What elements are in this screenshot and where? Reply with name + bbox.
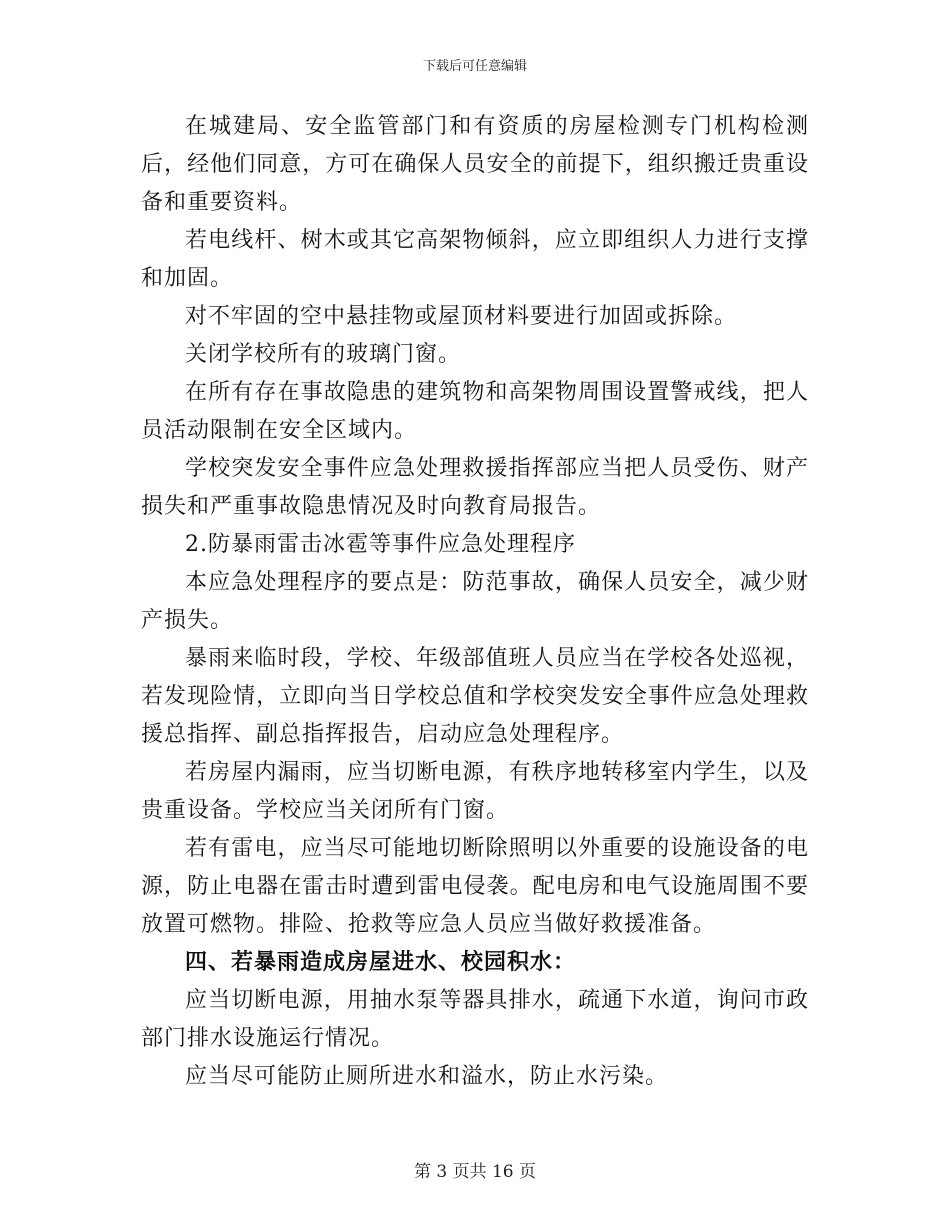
paragraph: 对不牢固的空中悬挂物或屋顶材料要进行加固或拆除。	[185, 304, 738, 329]
paragraph: 在所有存在事故隐患的建筑物和高架物周围设置警戒线，把人员活动限制在安全区域内。	[141, 380, 809, 443]
document-body	[141, 108, 809, 1096]
page-header-note: 下载后可任意编辑	[422, 59, 527, 74]
section-heading: 四、若暴雨造成房屋进水、校园积水：	[185, 950, 577, 975]
paragraph: 若房屋内漏雨，应当切断电源，有秩序地转移室内学生，以及贵重设备。学校应当关闭所有门窗。	[141, 760, 809, 823]
page-number: 第 3 页共 16 页	[413, 1162, 537, 1182]
paragraph: 本应急处理程序的要点是：防范事故，确保人员安全，减少财产损失。	[141, 570, 809, 633]
paragraph: 学校突发安全事件应急处理救援指挥部应当把人员受伤、财产损失和严重事故隐患情况及时向教育局报告。	[141, 456, 809, 519]
section-subheading: 2.防暴雨雷击冰雹等事件应急处理程序	[185, 532, 576, 557]
paragraph: 暴雨来临时段，学校、年级部值班人员应当在学校各处巡视，若发现险情，立即向当日学校总值和学校突发安全事件应急处理救援总指挥、副总指挥报告，启动应急处理程序。	[141, 646, 809, 747]
paragraph: 应当尽可能防止厕所进水和溢水，防止水污染。	[185, 1064, 669, 1089]
paragraph: 应当切断电源，用抽水泵等器具排水，疏通下水道，询问市政部门排水设施运行情况。	[141, 988, 809, 1051]
paragraph: 若有雷电，应当尽可能地切断除照明以外重要的设施设备的电源，防止电器在雷击时遭到雷电侵袭。配电房和电气设施周围不要放置可燃物。排险、抢救等应急人员应当做好救援准备。	[141, 836, 809, 937]
paragraph: 若电线杆、树木或其它高架物倾斜，应立即组织人力进行支撑和加固。	[141, 228, 809, 291]
paragraph: 关闭学校所有的玻璃门窗。	[185, 342, 462, 367]
paragraph: 在城建局、安全监管部门和有资质的房屋检测专门机构检测后，经他们同意，方可在确保人员安全的前提下，组织搬迁贵重设备和重要资料。	[141, 114, 809, 215]
